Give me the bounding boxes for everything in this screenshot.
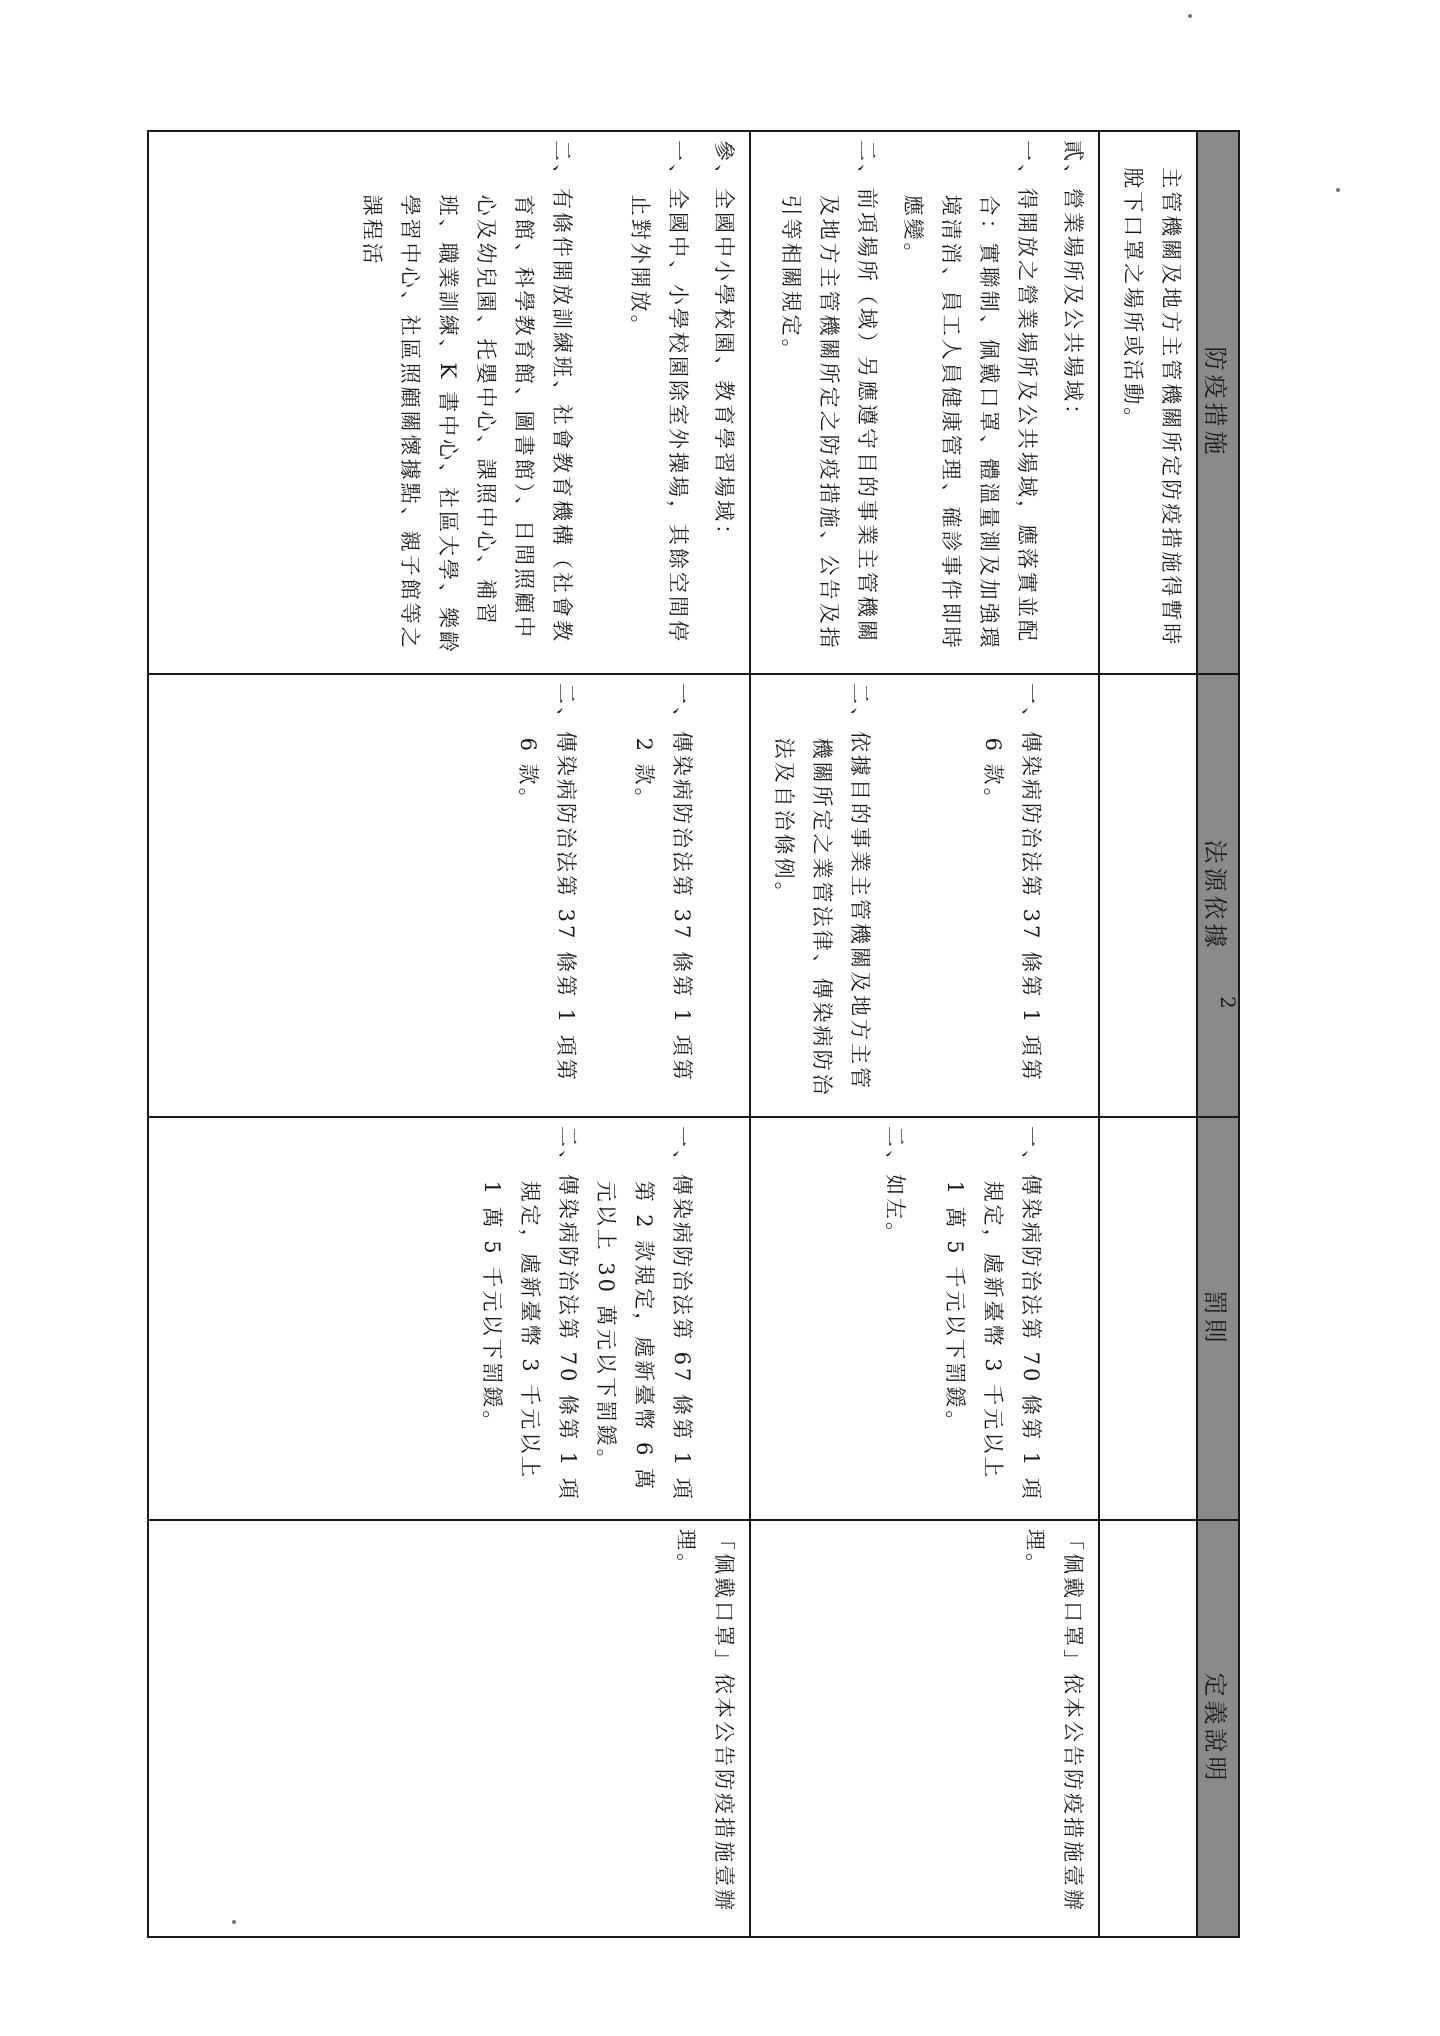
page-number: 2 (1216, 996, 1240, 1009)
basis-cell (1099, 674, 1197, 1117)
regulation-table (147, 130, 1240, 1938)
basis-text: 一、傳染病防治法第 37 條第 1 項第 6 款。 (981, 683, 1043, 1083)
definition-text: 「佩戴口罩」依本公告防疫措施壹辦理。 (674, 1529, 736, 1913)
rotated-page (147, 130, 1240, 1928)
scan-speck (1188, 14, 1192, 18)
measure-text: 主管機關及地方主管機關所定防疫措施得暫時脫下口罩之場所或活動。 (1121, 167, 1183, 648)
basis-cell (148, 674, 750, 1117)
basis-text: 一、傳染病防治法第 37 條第 1 項第 2 款。 (632, 683, 694, 1083)
table-row (1099, 131, 1197, 1937)
definition-text: 「佩戴口罩」依本公告防疫措施壹辦理。 (1023, 1529, 1085, 1913)
basis-text: 二、傳染病防治法第 37 條第 1 項第 6 款。 (516, 683, 578, 1083)
basis-text: 二、依據目的事業主管機關及地方主管機關所定之業管法律、傳染病防治法及自治條例。 (772, 683, 872, 1098)
penalty-text: 二、傳染病防治法第 70 條第 1 項規定，處新臺幣 3 千元以上 1 萬 5 千元以下罰鍰。 (480, 1126, 580, 1502)
penalty-text: 一、傳染病防治法第 70 條第 1 項規定，處新臺幣 3 千元以上 1 萬 5 千元以下罰鍰。 (943, 1126, 1043, 1502)
scan-speck (232, 1920, 236, 1924)
measure-text: 一、全國中、小學校園除室外操場，其餘空間停止對外開放。 (628, 140, 690, 644)
table-row (148, 131, 750, 1937)
header-penalty: 罰則 (1197, 1117, 1239, 1520)
measure-text: 二、有條件開放訓練班、社會教育機構（社會教育館、科學教育館、圖書館）、日間照顧中心及幼兒園、托嬰中心、課照中心、補習班、職業訓練、K 書中心、社區大學、樂齡學習中心、社區照顧關懷據點、親子館等之課程活 (360, 140, 574, 655)
measures-cell (148, 131, 750, 674)
definition-cell (750, 1520, 1099, 1937)
basis-cell (750, 674, 1099, 1117)
definition-cell (148, 1520, 750, 1937)
measure-text: 二、前項場所（域）另應遵守目的事業主管機關及地方主管機關所定之防疫措施、公告及指引等相關規定。 (779, 140, 879, 651)
header-definition: 定義說明 (1197, 1520, 1239, 1937)
penalty-text: 一、傳染病防治法第 67 條第 1 項第 2 款規定，處新臺幣 6 萬元以上 30 萬元以下罰鍰。 (594, 1126, 694, 1502)
measures-cell (1099, 131, 1197, 674)
section-heading: 貳、營業場所及公共場域： (1061, 140, 1085, 428)
penalty-cell (148, 1117, 750, 1520)
header-basis: 法源依據 (1197, 674, 1239, 1117)
scan-speck (1336, 188, 1340, 192)
definition-cell (1099, 1520, 1197, 1937)
penalty-cell (1099, 1117, 1197, 1520)
header-row (1197, 131, 1239, 1937)
section-heading: 參、全國中小學校園、教育學習場域： (712, 140, 736, 548)
penalty-cell (750, 1117, 1099, 1520)
penalty-text: 二、如左。 (883, 1126, 907, 1246)
table-row (750, 131, 1099, 1937)
header-measures: 防疫措施 (1197, 131, 1239, 674)
measure-text: 一、得開放之營業場所及公共場域，應落實並配合：實聯制、佩戴口罩、體溫量測及加強環境清消、員工人員健康管理、確診事件即時應變。 (901, 140, 1039, 651)
measures-cell (750, 131, 1099, 674)
